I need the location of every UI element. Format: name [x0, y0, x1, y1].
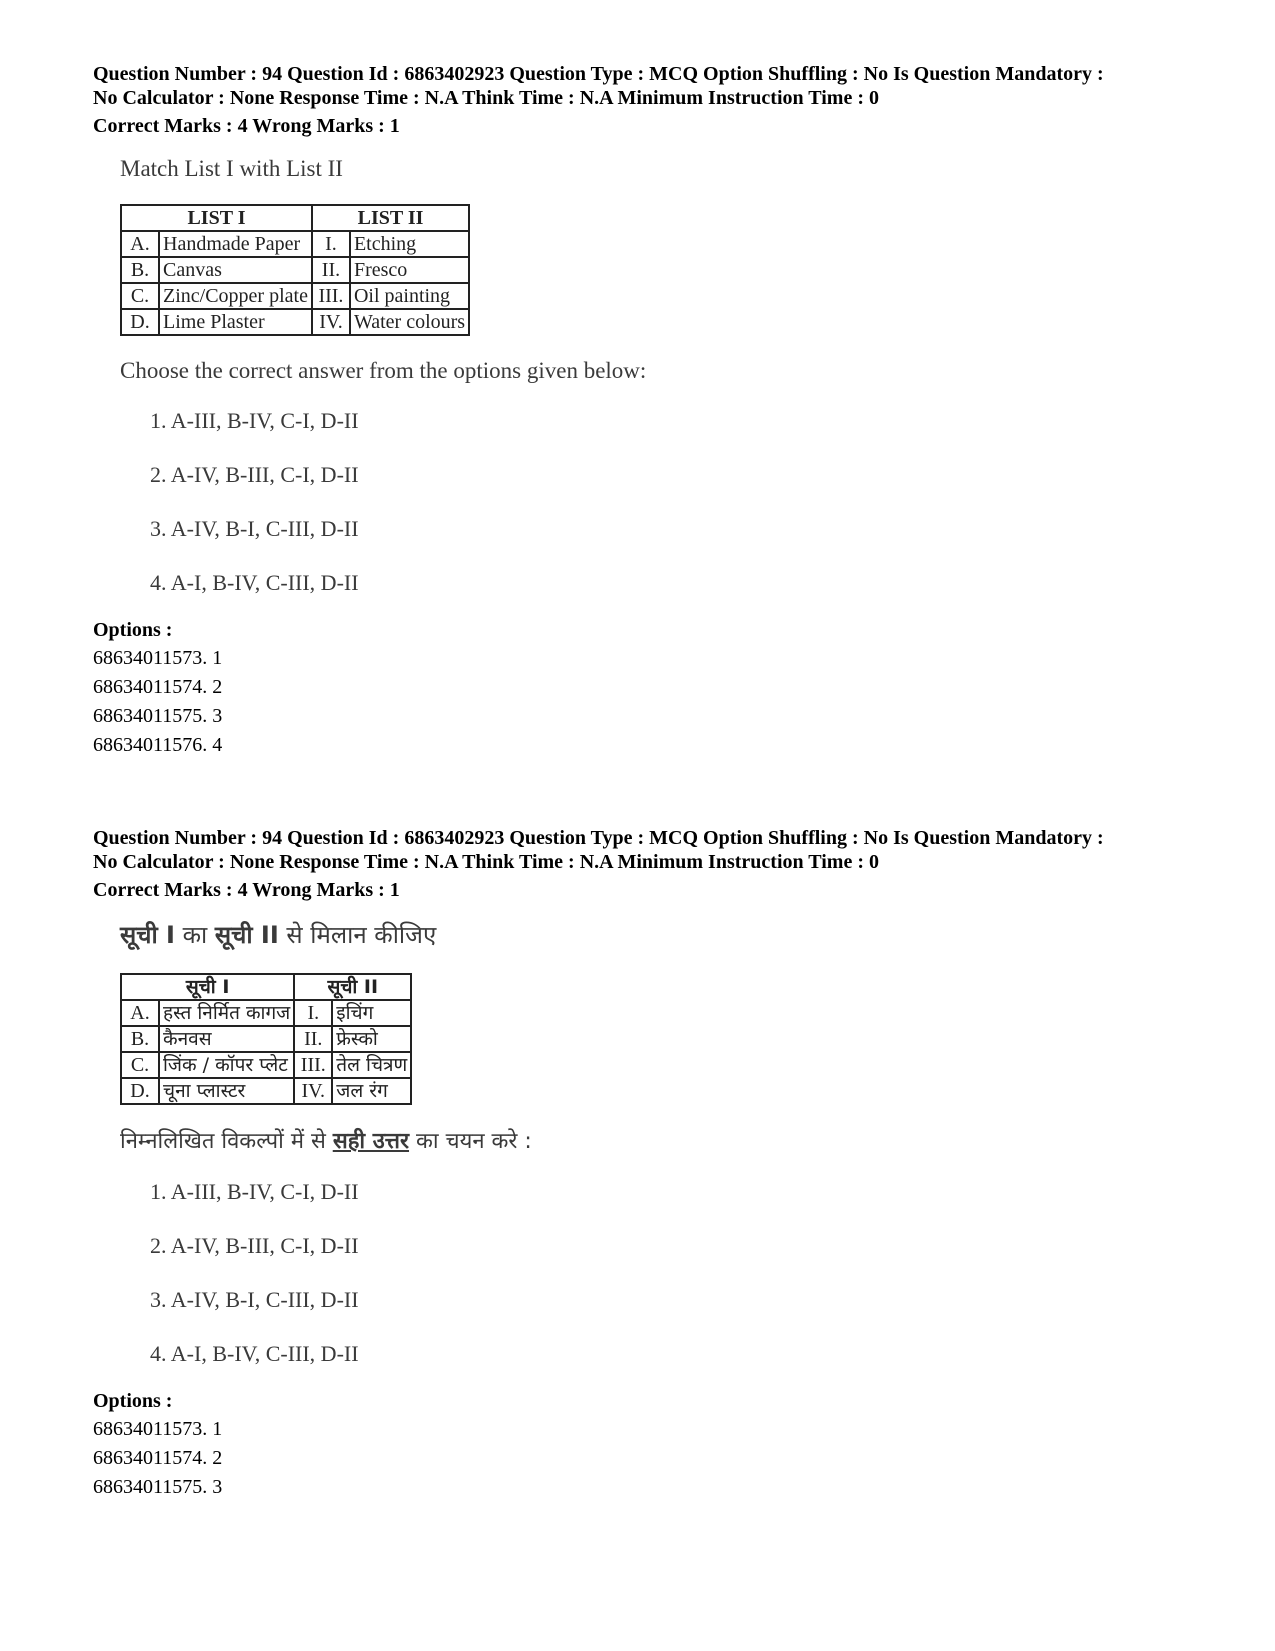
table-cell: II.	[294, 1026, 332, 1052]
question-marks: Correct Marks : 4 Wrong Marks : 1	[93, 115, 400, 137]
question-block-english	[93, 62, 1213, 760]
choice-item: 2. A-IV, B-III, C-I, D-II	[150, 1233, 359, 1258]
match-table	[120, 973, 412, 1105]
table-cell: फ्रेस्को	[332, 1026, 411, 1052]
table-row	[121, 309, 469, 335]
option-item: 68634011573. 1	[93, 647, 223, 669]
choose-part-emphasis: सही उत्तर	[332, 1129, 410, 1154]
table-cell: Handmade Paper	[159, 231, 312, 257]
table-cell: D.	[121, 1078, 159, 1104]
table-cell: III.	[294, 1052, 332, 1078]
question-body	[120, 918, 1213, 1393]
question-marks: Correct Marks : 4 Wrong Marks : 1	[93, 879, 400, 901]
choice-list	[120, 406, 1213, 622]
choose-part: निम्नलिखित विकल्पों में से	[120, 1129, 333, 1154]
option-item: 68634011573. 1	[93, 1418, 223, 1440]
table-cell: चूना प्लास्टर	[159, 1078, 294, 1104]
table-cell: Fresco	[350, 257, 469, 283]
table-cell: III.	[312, 283, 350, 309]
table-header-list2: LIST II	[312, 205, 469, 231]
choose-instruction: Choose the correct answer from the options given below:	[120, 358, 647, 383]
table-row	[121, 231, 469, 257]
question-block-hindi	[93, 826, 1213, 1502]
table-cell: कैनवस	[159, 1026, 294, 1052]
table-cell: B.	[121, 1026, 159, 1052]
table-cell: C.	[121, 283, 159, 309]
question-meta-line1: Question Number : 94 Question Id : 6863402923 Question Type : MCQ Option Shuffling : No Is Question Mandatory :	[93, 827, 1104, 849]
choose-instruction	[120, 1125, 1213, 1155]
table-cell: Etching	[350, 231, 469, 257]
question-body	[120, 156, 1213, 622]
table-cell: A.	[121, 231, 159, 257]
question-instruction	[120, 918, 1213, 951]
table-cell: I.	[294, 1000, 332, 1026]
options-heading: Options :	[93, 619, 173, 641]
option-item: 68634011576. 4	[93, 734, 223, 756]
table-cell: Canvas	[159, 257, 312, 283]
table-header-list1: LIST I	[121, 205, 312, 231]
table-cell: हस्त निर्मित कागज	[159, 1000, 294, 1026]
question-meta-line2: No Calculator : None Response Time : N.A Think Time : N.A Minimum Instruction Time : 0	[93, 851, 879, 873]
table-header-list2: सूची II	[294, 974, 411, 1000]
choice-list	[120, 1177, 1213, 1393]
table-cell: B.	[121, 257, 159, 283]
options-heading: Options :	[93, 1390, 173, 1412]
instruction-part: का	[174, 921, 215, 949]
option-item: 68634011574. 2	[93, 676, 223, 698]
table-cell: Oil painting	[350, 283, 469, 309]
instruction-part: सूची II	[214, 921, 279, 949]
table-cell: Lime Plaster	[159, 309, 312, 335]
question-instruction: Match List I with List II	[120, 156, 343, 181]
table-row	[121, 1000, 411, 1026]
option-item: 68634011574. 2	[93, 1447, 223, 1469]
table-cell: I.	[312, 231, 350, 257]
table-row	[121, 283, 469, 309]
option-item: 68634011575. 3	[93, 1476, 223, 1498]
table-cell: IV.	[312, 309, 350, 335]
table-cell: D.	[121, 309, 159, 335]
option-item: 68634011575. 3	[93, 705, 223, 727]
question-meta-line2: No Calculator : None Response Time : N.A Think Time : N.A Minimum Instruction Time : 0	[93, 87, 879, 109]
table-cell: जिंक / कॉपर प्लेट	[159, 1052, 294, 1078]
table-cell: Water colours	[350, 309, 469, 335]
table-cell: C.	[121, 1052, 159, 1078]
table-cell: IV.	[294, 1078, 332, 1104]
table-header-list1: सूची I	[121, 974, 294, 1000]
instruction-part: से मिलान कीजिए	[278, 921, 437, 949]
match-table	[120, 204, 470, 336]
choice-item: 1. A-III, B-IV, C-I, D-II	[150, 1179, 359, 1204]
choice-item: 4. A-I, B-IV, C-III, D-II	[150, 570, 359, 595]
choice-item: 2. A-IV, B-III, C-I, D-II	[150, 462, 359, 487]
table-row	[121, 1026, 411, 1052]
table-row	[121, 1052, 411, 1078]
choice-item: 4. A-I, B-IV, C-III, D-II	[150, 1341, 359, 1366]
instruction-part: सूची I	[120, 921, 175, 949]
table-cell: Zinc/Copper plate	[159, 283, 312, 309]
choose-part: का चयन करे :	[409, 1129, 532, 1154]
choice-item: 3. A-IV, B-I, C-III, D-II	[150, 1287, 359, 1312]
table-header-row	[121, 974, 411, 1000]
table-cell: II.	[312, 257, 350, 283]
table-header-row	[121, 205, 469, 231]
table-cell: जल रंग	[332, 1078, 411, 1104]
choice-item: 1. A-III, B-IV, C-I, D-II	[150, 408, 359, 433]
table-cell: A.	[121, 1000, 159, 1026]
table-row	[121, 257, 469, 283]
question-meta-line1: Question Number : 94 Question Id : 6863402923 Question Type : MCQ Option Shuffling : No Is Question Mandatory :	[93, 63, 1104, 85]
choice-item: 3. A-IV, B-I, C-III, D-II	[150, 516, 359, 541]
table-cell: तेल चित्रण	[332, 1052, 411, 1078]
table-row	[121, 1078, 411, 1104]
table-cell: इचिंग	[332, 1000, 411, 1026]
